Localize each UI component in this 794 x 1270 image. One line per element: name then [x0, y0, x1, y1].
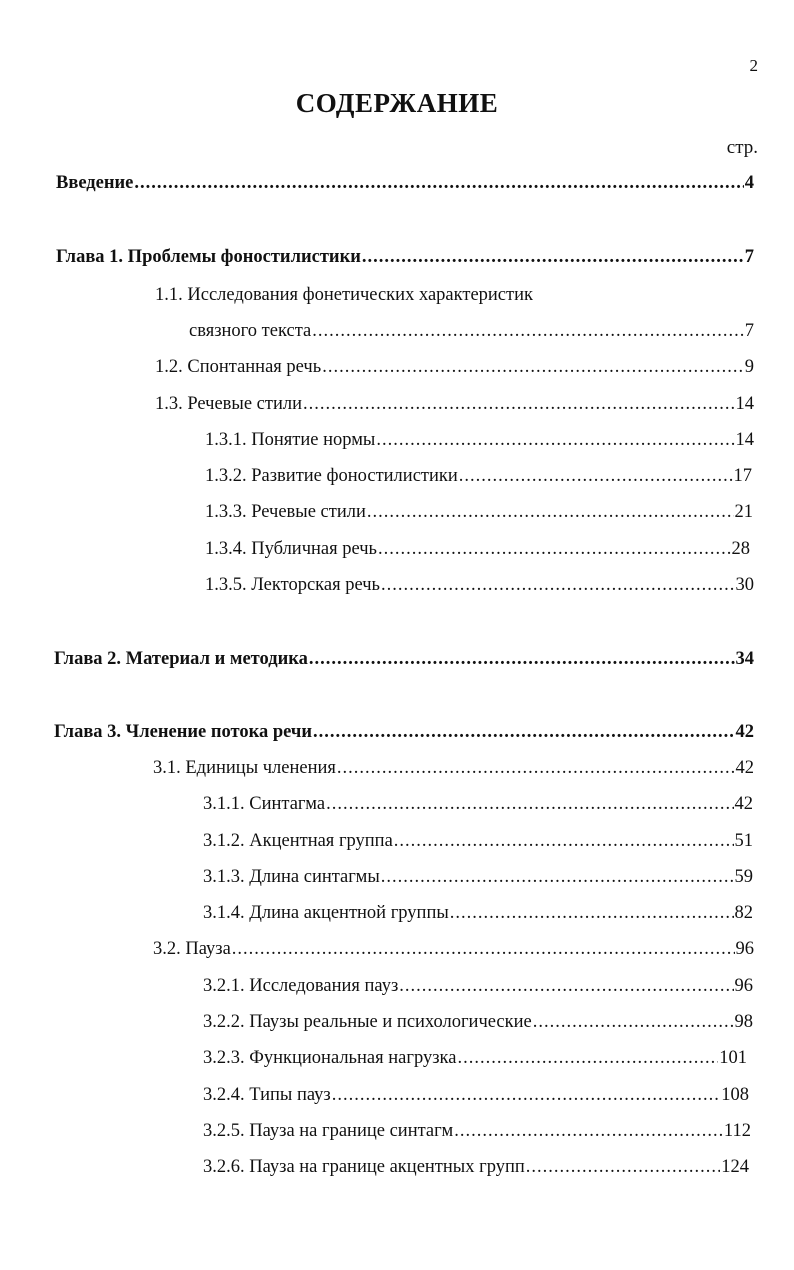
toc-page: 112: [723, 1121, 751, 1141]
toc-label: 3.2. Пауза: [153, 939, 231, 959]
toc-entry-1-3-5: [205, 573, 754, 597]
toc-page: 7: [744, 247, 754, 267]
toc-entry-chapter-1: [56, 245, 754, 269]
toc-label: 3.2.3. Функциональная нагрузка: [203, 1048, 457, 1068]
leader-dots: [309, 647, 735, 671]
toc-page: 34: [735, 649, 754, 669]
toc-entry-3-1-1: [203, 792, 753, 816]
toc-label: 3.2.5. Пауза на границе синтагм: [203, 1121, 454, 1141]
toc-page: 124: [721, 1157, 749, 1177]
toc-page: 21: [734, 502, 753, 522]
toc-label: 1.3.4. Публичная речь: [205, 539, 377, 559]
leader-dots: [326, 792, 733, 816]
toc-entry-1-3-2: [205, 464, 752, 488]
toc-entry-3-2: [153, 937, 754, 961]
toc-entry-1-3-1: [205, 428, 754, 452]
toc-label: 3.2.2. Паузы реальные и психологические: [203, 1012, 532, 1032]
toc-page: 42: [735, 722, 754, 742]
toc-page: 7: [744, 321, 754, 341]
toc-label: Глава 3. Членение потока речи: [54, 722, 313, 742]
leader-dots: [322, 355, 744, 379]
toc-page: 108: [721, 1085, 749, 1105]
leader-dots: [457, 1046, 718, 1070]
toc-label: 3.2.1. Исследования пауз: [203, 976, 399, 996]
toc-entry-1-3-3: [205, 500, 753, 524]
toc-entry-3-1-4: [203, 901, 753, 925]
toc-label: 3.2.4. Типы пауз: [203, 1085, 331, 1105]
toc-label: 1.3.5. Лекторская речь: [205, 575, 380, 595]
leader-dots: [533, 1010, 734, 1034]
toc-label: 1.3.2. Развитие фоностилистики: [205, 466, 458, 486]
leader-dots: [313, 720, 734, 744]
leader-dots: [134, 171, 743, 195]
leader-dots: [459, 464, 733, 488]
toc-page: 14: [735, 394, 754, 414]
toc-page: 101: [719, 1048, 747, 1068]
toc-label: Введение: [56, 173, 134, 193]
toc-page: 82: [734, 903, 753, 923]
leader-dots: [454, 1119, 723, 1143]
toc-label: Глава 2. Материал и методика: [54, 649, 308, 669]
leader-dots: [526, 1155, 721, 1179]
leader-dots: [381, 865, 734, 889]
leader-dots: [394, 829, 734, 853]
page-title: СОДЕРЖАНИЕ: [295, 88, 499, 118]
leader-dots: [378, 537, 731, 561]
toc-entry-3-2-1: [203, 974, 753, 998]
toc-label: 3.1. Единицы членения: [153, 758, 336, 778]
toc-label: Глава 1. Проблемы фоностилистики: [56, 247, 361, 267]
leader-dots: [362, 245, 744, 269]
toc-page: 28: [731, 539, 750, 559]
leader-dots: [367, 500, 734, 524]
toc-page: 17: [733, 466, 752, 486]
toc-label: 3.1.1. Синтагма: [203, 794, 326, 814]
toc-page: 51: [734, 831, 753, 851]
leader-dots: [312, 319, 744, 343]
leader-dots: [303, 392, 734, 416]
toc-entry-1-1-line1: 1.1. Исследования фонетических характеристик: [155, 285, 533, 305]
toc-label: 1.3.1. Понятие нормы: [205, 430, 376, 450]
leader-dots: [332, 1083, 721, 1107]
toc-entry-3-1: [153, 756, 754, 780]
toc-entry-chapter-3: [54, 720, 754, 744]
toc-entry-3-2-3: [203, 1046, 747, 1070]
leader-dots: [399, 974, 733, 998]
toc-page: 9: [744, 357, 754, 377]
toc-page: 42: [735, 758, 754, 778]
toc-label: 3.1.2. Акцентная группа: [203, 831, 393, 851]
leader-dots: [381, 573, 735, 597]
toc-page: 4: [744, 173, 754, 193]
page-number: 2: [749, 56, 758, 75]
toc-entry-3-1-3: [203, 865, 753, 889]
toc-label: связного текста: [189, 321, 312, 341]
toc-entry-1-3-4: [205, 537, 750, 561]
toc-entry-3-2-4: [203, 1083, 749, 1107]
leader-dots: [450, 901, 734, 925]
toc-page: 59: [734, 867, 753, 887]
toc-entry-3-2-6: [203, 1155, 749, 1179]
toc-page: 14: [735, 430, 754, 450]
toc-page: 98: [734, 1012, 753, 1032]
toc-page: 42: [734, 794, 753, 814]
leader-dots: [232, 937, 735, 961]
toc-label: 3.1.4. Длина акцентной группы: [203, 903, 449, 923]
toc-page: 30: [735, 575, 754, 595]
toc-page: 96: [734, 976, 753, 996]
toc-label: 3.2.6. Пауза на границе акцентных групп: [203, 1157, 525, 1177]
toc-label: 1.3.3. Речевые стили: [205, 502, 366, 522]
toc-page: 96: [735, 939, 754, 959]
toc-entry-1-1-line2: [189, 319, 754, 343]
toc-label: 3.1.3. Длина синтагмы: [203, 867, 380, 887]
leader-dots: [337, 756, 735, 780]
toc-entry-3-2-2: [203, 1010, 753, 1034]
toc-entry-1-2: [155, 355, 754, 379]
toc-entry-intro: [56, 171, 754, 195]
toc-entry-chapter-2: [54, 647, 754, 671]
toc-label: 1.2. Спонтанная речь: [155, 357, 322, 377]
toc-entry-3-2-5: [203, 1119, 751, 1143]
toc-entry-1-3: [155, 392, 754, 416]
toc-entry-3-1-2: [203, 829, 753, 853]
leader-dots: [376, 428, 734, 452]
toc-label: 1.3. Речевые стили: [155, 394, 303, 414]
pages-column-label: стр.: [726, 137, 758, 158]
